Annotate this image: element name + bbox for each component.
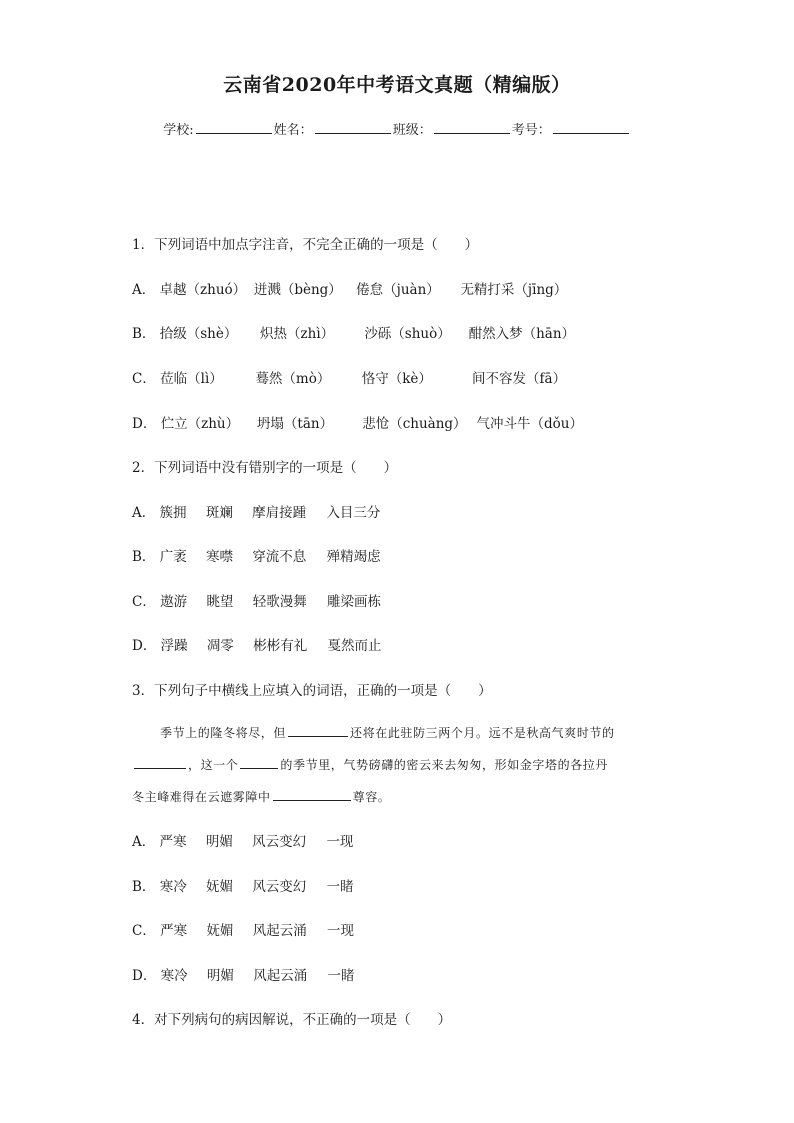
q1-a-label: A． <box>132 282 156 298</box>
q3-stem: 3．下列句子中横线上应填入的词语，正确的一项是（ ） <box>132 683 492 699</box>
q1-stem: 1．下列词语中加点字注音，不完全正确的一项是（ ） <box>132 237 479 253</box>
student-info-line <box>0 119 794 138</box>
q2-stem: 2．下列词语中没有错别字的一项是（ ） <box>132 460 398 476</box>
class-label: 班级： <box>392 123 432 138</box>
q3-d-item: 风起云涌 <box>253 968 308 984</box>
q2-d-item: 戛然而止 <box>327 638 382 654</box>
passage-text: 季节上的隆冬将尽，但 <box>160 726 287 740</box>
q3-option-d[interactable] <box>132 964 355 984</box>
q2-b-item: 寒噤 <box>206 549 234 565</box>
q1-b-label: B． <box>132 326 156 342</box>
q2-c-item: 轻歌漫舞 <box>252 594 307 610</box>
q3-d-item: 寒冷 <box>160 968 188 984</box>
passage-text: 还将在此驻防三两个月。远不是秋高气爽时节的 <box>350 726 615 740</box>
q4-stem: 4．对下列病句的病因解说，不正确的一项是（ ） <box>132 1012 452 1028</box>
q1-option-a[interactable] <box>132 278 567 298</box>
q2-option-d[interactable] <box>132 634 382 654</box>
q3-b-item: 寒冷 <box>159 879 187 895</box>
passage-blank-4[interactable] <box>273 788 351 801</box>
q3-a-item: 严寒 <box>159 834 187 850</box>
document-title: 云南省2020年中考语文真题（精编版） <box>223 74 571 96</box>
q2-a-item: 入目三分 <box>326 505 381 521</box>
q3-a-item: 风云变幻 <box>252 834 307 850</box>
q2-option-a[interactable] <box>132 501 380 521</box>
school-blank[interactable] <box>196 121 272 134</box>
q2-b-item: 殚精竭虑 <box>326 549 381 565</box>
passage-text: ，这一个 <box>188 758 239 772</box>
q3-b-item: 一睹 <box>326 879 354 895</box>
q3-c-item: 妩媚 <box>206 923 234 939</box>
q1-b-item: 沙砾（shuò） <box>364 326 451 342</box>
passage-text: 尊容。 <box>352 790 391 804</box>
q2-d-label: D． <box>132 638 157 654</box>
q3-b-label: B． <box>132 879 156 895</box>
q3-d-item: 明媚 <box>206 968 234 984</box>
passage-blank-1[interactable] <box>288 724 348 737</box>
q1-a-item: 迸溅（bèng） <box>253 282 342 298</box>
name-blank[interactable] <box>315 121 391 134</box>
passage-blank-3[interactable] <box>240 756 278 769</box>
q3-option-b[interactable] <box>132 875 354 895</box>
q3-passage-line-2 <box>132 756 608 773</box>
q2-c-label: C． <box>132 594 156 610</box>
q1-c-item: 间不容发（fā） <box>472 371 567 387</box>
q3-option-c[interactable] <box>132 919 354 939</box>
q2-option-c[interactable] <box>132 590 381 610</box>
q3-a-label: A． <box>132 834 156 850</box>
q2-a-item: 斑斓 <box>205 505 233 521</box>
q2-d-item: 浮躁 <box>160 638 188 654</box>
q2-a-label: A． <box>132 505 156 521</box>
passage-text: 的季节里，气势磅礴的密云来去匆匆，形如金字塔的各拉丹 <box>280 758 609 772</box>
q1-d-item: 坍塌（tān） <box>256 416 334 432</box>
q3-b-item: 风云变幻 <box>252 879 307 895</box>
q3-d-label: D． <box>132 968 157 984</box>
passage-text: 冬主峰难得在云遮雾障中 <box>132 790 271 804</box>
q1-c-item: 恪守（kè） <box>361 371 432 387</box>
q1-c-label: C． <box>132 371 156 387</box>
q3-a-item: 一现 <box>326 834 354 850</box>
q1-option-d[interactable] <box>132 412 583 432</box>
q2-d-item: 凋零 <box>206 638 234 654</box>
q2-a-item: 摩肩接踵 <box>252 505 307 521</box>
q2-c-item: 雕梁画栋 <box>327 594 382 610</box>
q1-c-item: 莅临（lì） <box>160 371 223 387</box>
q3-c-label: C． <box>132 923 156 939</box>
q3-d-item: 一睹 <box>327 968 355 984</box>
q3-b-item: 妩媚 <box>206 879 234 895</box>
q2-b-item: 广袤 <box>159 549 187 565</box>
q1-b-item: 炽热（zhì） <box>260 326 335 342</box>
name-label: 姓名： <box>273 123 313 138</box>
q3-passage-line-3 <box>132 788 390 805</box>
q2-option-b[interactable] <box>132 545 381 565</box>
q3-c-item: 风起云涌 <box>252 923 307 939</box>
passage-blank-2[interactable] <box>134 756 186 769</box>
q3-option-a[interactable] <box>132 830 353 850</box>
class-blank[interactable] <box>434 121 510 134</box>
q2-c-item: 遨游 <box>160 594 188 610</box>
q1-a-item: 无精打采（jīng） <box>460 282 568 298</box>
q2-d-item: 彬彬有礼 <box>253 638 308 654</box>
q1-b-item: 拾级（shè） <box>159 326 238 342</box>
q1-a-item: 倦怠（juàn） <box>356 282 440 298</box>
school-label: 学校: <box>163 123 194 138</box>
q1-d-item: 气冲斗牛（dǒu） <box>476 416 583 432</box>
q3-passage-line-1 <box>160 724 615 741</box>
q2-c-item: 眺望 <box>206 594 234 610</box>
number-blank[interactable] <box>553 121 629 134</box>
q3-c-item: 严寒 <box>160 923 188 939</box>
q1-d-item: 悲怆（chuàng） <box>362 416 467 432</box>
q1-b-item: 酣然入梦（hān） <box>468 326 576 342</box>
q1-a-item: 卓越（zhuó） <box>159 282 247 298</box>
q3-c-item: 一现 <box>327 923 355 939</box>
q3-a-item: 明媚 <box>205 834 233 850</box>
q2-b-item: 穿流不息 <box>252 549 307 565</box>
q1-option-c[interactable] <box>132 367 566 387</box>
q1-d-item: 伫立（zhù） <box>160 416 240 432</box>
q1-option-b[interactable] <box>132 322 575 342</box>
q2-b-label: B． <box>132 549 156 565</box>
q2-a-item: 簇拥 <box>159 505 187 521</box>
q1-c-item: 蓦然（mò） <box>255 371 331 387</box>
q1-d-label: D． <box>132 416 157 432</box>
number-label: 考号： <box>511 123 551 138</box>
